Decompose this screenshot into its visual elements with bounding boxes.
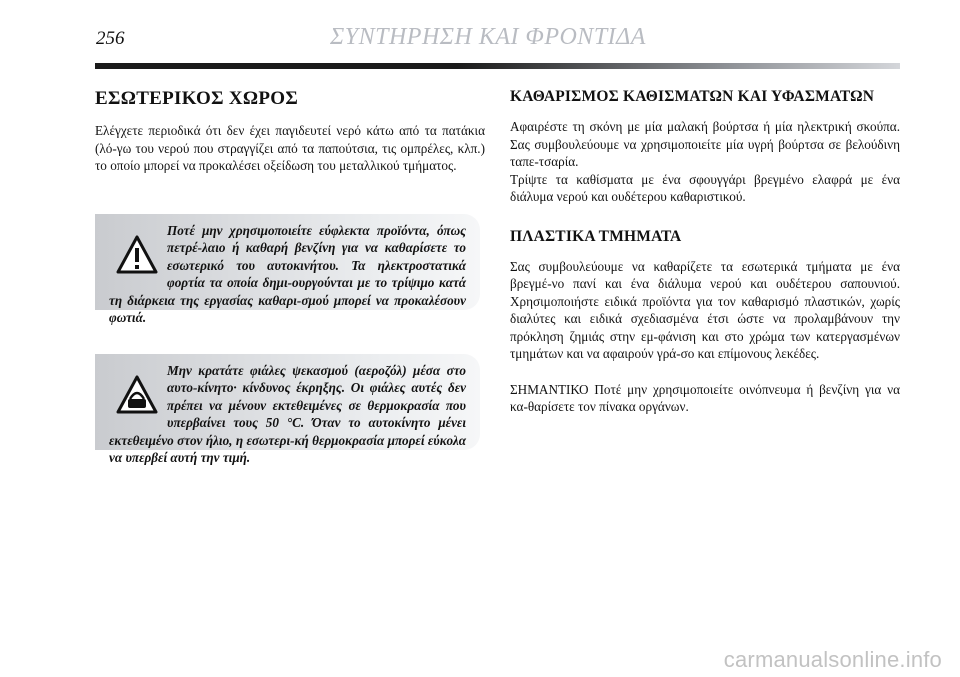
header-rule (95, 63, 900, 69)
aerosol-warning-icon (115, 374, 159, 416)
important-note: ΣΗΜΑΝΤΙΚΟ Ποτέ μην χρησιμοποιείτε οινόπνευμα ή βενζίνη για να κα-θαρίσετε τον πίνακα οργάνων. (510, 381, 900, 414)
interior-paragraph: Ελέγχετε περιοδικά ότι δεν έχει παγιδευτεί νερό κάτω από τα πατάκια (λό-γω του νερού που στραγγίζει από τα παπούτσια, τις ομπρέλες, κλπ.) το οποίο μπορεί να προκαλέσει οξείδωση του μεταλλικού τμήματος. (95, 123, 485, 173)
warning-text-aerosol: Μην κρατάτε φιάλες ψεκασμού (αεροζόλ) μέσα στο αυτο-κίνητο· κίνδυνος έκρηξης. Οι φιάλες αυτές δεν πρέπει να μένουν εκτεθειμένες σε θερμοκρασία που υπερβαίνει τους 50 °C. Όταν το αυτοκίνητο μένει εκτεθειμένο στον ήλιο, η εσωτερι-κή θερμοκρασία μπορεί εύκολα να υπερβεί αυτή την τιμή. (109, 363, 466, 466)
warning-text-flammable: Ποτέ μην χρησιμοποιείτε εύφλεκτα προϊόντα, όπως πετρέ-λαιο ή καθαρή βενζίνη για να καθαρίσετε το εσωτερικό του αυτοκινήτου. Τα ηλεκτροστατικά φορτία τα οποία δημι-ουργούνται με το τρίψιμο κατά τη διάρκεια της εργασίας καθαρι-σμού μπορεί να προκαλέσουν φωτιά. (109, 223, 466, 326)
page-number: 256 (96, 28, 125, 49)
interior-heading: ΕΣΩΤΕΡΙΚΟΣ ΧΩΡΟΣ (95, 88, 299, 109)
right-column (510, 88, 900, 416)
warning-triangle-icon (115, 234, 159, 276)
watermark: carmanualsonline.info (723, 647, 942, 672)
warning-box-flammable (95, 214, 480, 326)
seats-paragraph-2: Τρίψτε τα καθίσματα με ένα σφουγγάρι βρεγμένο ελαφρά με ένα διάλυμα νερού και ουδέτερου καθαριστικού. (510, 171, 900, 204)
plastics-paragraph: Σας συμβουλεύουμε να καθαρίζετε τα εσωτερικά τμήματα με ένα βρεγμέ-νο πανί και ένα διάλυμα νερού και ουδέτερου σαπουνιού. Χρησιμοποιήστε ειδικά προϊόντα για τον καθαρισμό πλαστικών, χωρίς διαλύτες και ειδικά σχεδιασμένα έτσι ώστε να προλαμβάνουν την πρόκληση ζημιάς στην εμ-φάνιση και στο χρώμα των κατεργασμένων τμημάτων και να αφαιρούν γρά-σο και επίμονους λεκέδες. (510, 258, 900, 361)
left-column (95, 88, 485, 175)
running-header-title: ΣΥΝΤΗΡΗΣΗ ΚΑΙ ΦΡΟΝΤΙΔΑ (330, 24, 646, 50)
plastics-heading: ΠΛΑΣΤΙΚΑ ΤΜΗΜΑΤΑ (510, 227, 682, 245)
warning-box-aerosol (95, 354, 480, 466)
seats-paragraph-1: Αφαιρέστε τη σκόνη με μία μαλακή βούρτσα ή μία ηλεκτρική σκούπα. Σας συμβουλεύουμε να χρησιμοποιείτε μία υγρή βούρτσα σε βελούδινη ταπε-τσαρία. (510, 119, 900, 169)
seats-heading: ΚΑΘΑΡΙΣΜΟΣ ΚΑΘΙΣΜΑΤΩΝ ΚΑΙ ΥΦΑΣΜΑΤΩΝ (510, 88, 875, 105)
